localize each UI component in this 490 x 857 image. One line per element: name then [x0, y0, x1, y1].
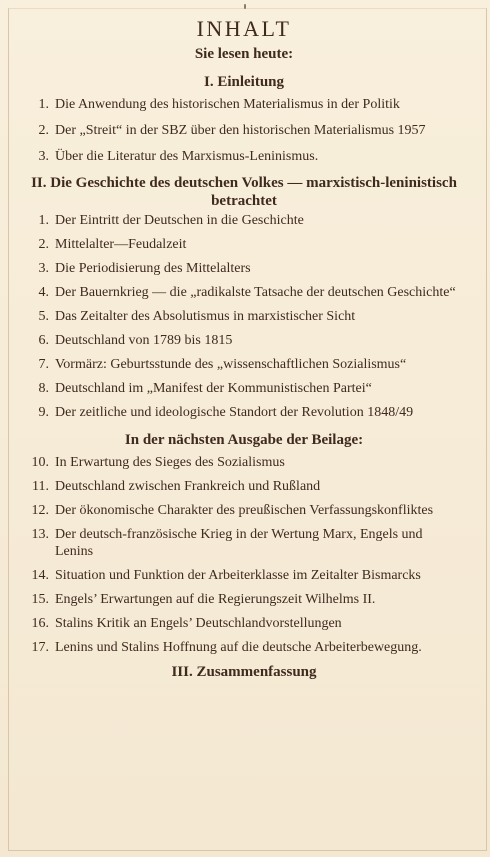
- item-text: Lenins und Stalins Hoffnung auf die deutsche Arbeiterbewegung.: [55, 640, 422, 655]
- item-number: 9.: [38, 405, 49, 420]
- section-1-list: [28, 96, 460, 165]
- list-item: [28, 96, 460, 113]
- list-item: [28, 615, 460, 632]
- item-text: Das Zeitalter des Absolutismus in marxistischer Sicht: [55, 309, 356, 324]
- item-text: Situation und Funktion der Arbeiterklasse im Zeitalter Bismarcks: [55, 568, 421, 583]
- item-text: Der ökonomische Charakter des preußischen Verfassungskonfliktes: [55, 503, 434, 518]
- table-of-contents: [28, 17, 460, 681]
- section-heading-2: II. Die Geschichte des deutschen Volkes — marxistisch-leninistisch betrachtet: [31, 175, 457, 209]
- item-number: 15.: [31, 592, 49, 607]
- item-number: 1.: [38, 97, 49, 112]
- item-text: Deutschland im „Manifest der Kommunistischen Partei“: [55, 381, 372, 396]
- item-text: Der Eintritt der Deutschen in die Geschichte: [55, 213, 304, 228]
- item-text: Deutschland von 1789 bis 1815: [55, 333, 233, 348]
- subtitle: Sie lesen heute:: [194, 46, 294, 62]
- list-item: [28, 478, 460, 495]
- item-text: Mittelalter—Feudalzeit: [55, 237, 187, 252]
- item-text: Deutschland zwischen Frankreich und Rußland: [55, 479, 321, 494]
- item-text: Der „Streit“ in der SBZ über den historischen Materialismus 1957: [55, 123, 426, 138]
- item-number: 8.: [38, 381, 49, 396]
- section-2-list: [28, 212, 460, 421]
- item-number: 7.: [38, 357, 49, 372]
- next-issue-list: [28, 454, 460, 656]
- list-item: [28, 148, 460, 165]
- item-number: 1.: [38, 213, 49, 228]
- list-item: [28, 567, 460, 584]
- item-number: 4.: [38, 285, 49, 300]
- section-heading-1: I. Einleitung: [203, 74, 285, 90]
- list-item: [28, 308, 460, 325]
- list-item: [28, 454, 460, 471]
- item-number: 11.: [32, 479, 49, 494]
- item-number: 10.: [31, 455, 49, 470]
- item-number: 6.: [38, 333, 49, 348]
- list-item: [28, 356, 460, 373]
- list-item: [28, 236, 460, 253]
- next-issue-heading: In der nächsten Ausgabe der Beilage:: [124, 432, 364, 448]
- list-item: [28, 284, 460, 301]
- section-heading-3: III. Zusammenfassung: [171, 664, 317, 680]
- item-number: 2.: [38, 237, 49, 252]
- page-title: INHALT: [196, 16, 292, 41]
- item-number: 12.: [31, 503, 49, 518]
- item-text: Über die Literatur des Marxismus-Leninismus.: [55, 149, 319, 164]
- top-mark: [244, 4, 246, 9]
- item-number: 2.: [38, 123, 49, 138]
- list-item: [28, 639, 460, 656]
- item-number: 3.: [38, 261, 49, 276]
- item-text: Vormärz: Geburtsstunde des „wissenschaftlichen Sozialismus“: [55, 357, 407, 372]
- item-number: 16.: [31, 616, 49, 631]
- item-text: Die Anwendung des historischen Materialismus in der Politik: [55, 97, 400, 112]
- list-item: [28, 502, 460, 519]
- item-number: 17.: [31, 640, 49, 655]
- item-number: 5.: [38, 309, 49, 324]
- item-text: Der deutsch-französische Krieg in der Wertung Marx, Engels und Lenins: [55, 527, 423, 559]
- list-item: [28, 260, 460, 277]
- list-item: [28, 404, 460, 421]
- item-number: 14.: [31, 568, 49, 583]
- list-item: [28, 591, 460, 608]
- item-number: 3.: [38, 149, 49, 164]
- list-item: [28, 380, 460, 397]
- item-number: 13.: [31, 527, 49, 542]
- list-item: [28, 122, 460, 139]
- item-text: Der Bauernkrieg — die „radikalste Tatsache der deutschen Geschichte“: [55, 285, 456, 300]
- list-item: [28, 212, 460, 229]
- item-text: Der zeitliche und ideologische Standort der Revolution 1848/49: [55, 405, 414, 420]
- list-item: [28, 526, 460, 560]
- item-text: In Erwartung des Sieges des Sozialismus: [55, 455, 285, 470]
- item-text: Engels’ Erwartungen auf die Regierungszeit Wilhelms II.: [55, 592, 376, 607]
- list-item: [28, 332, 460, 349]
- item-text: Die Periodisierung des Mittelalters: [55, 261, 251, 276]
- item-text: Stalins Kritik an Engels’ Deutschlandvorstellungen: [55, 616, 342, 631]
